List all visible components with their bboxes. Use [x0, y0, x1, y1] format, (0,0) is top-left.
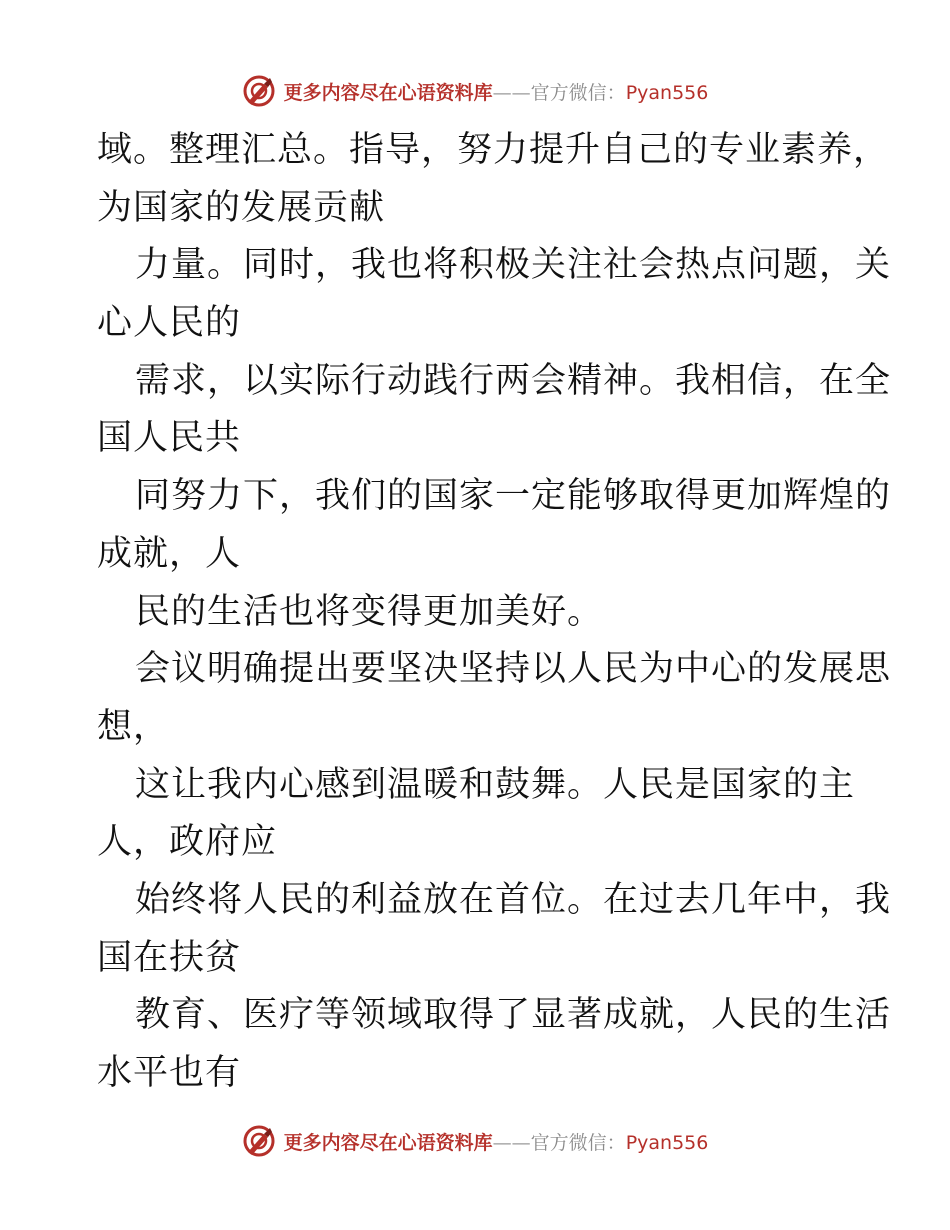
body-line: 水平也有: [97, 1053, 242, 1093]
body-line: 始终将人民的利益放在首位。在过去几年中，我: [135, 879, 892, 920]
body-line: 教育、医疗等领域取得了显著成就，人民的生活: [135, 995, 892, 1036]
footer-wechat-label: 官方微信：: [530, 1131, 626, 1154]
body-line: 同努力下，我们的国家一定能够取得更加辉煌的: [135, 476, 892, 517]
body-line: 国在扶贫: [97, 937, 242, 978]
body-line: 成就，人: [97, 533, 242, 574]
body-line: 需求，以实际行动践行两会精神。我相信，在全: [135, 360, 892, 401]
header-brand: 更多内容尽在心语资料库: [283, 81, 493, 104]
body-line: 国人民共: [97, 418, 242, 459]
footer-banner: [0, 1121, 950, 1161]
header-separator: ——: [492, 81, 531, 104]
header-wechat-id: Pyan556: [625, 81, 709, 104]
body-line: 心人民的: [97, 303, 242, 344]
footer-separator: ——: [492, 1131, 531, 1154]
body-line: 想，: [97, 706, 170, 747]
footer-wechat-id: Pyan556: [625, 1131, 709, 1154]
body-line: 这让我内心感到温暖和鼓舞。人民是国家的主: [135, 764, 856, 805]
document-body: [97, 122, 892, 1103]
header-wechat-label: 官方微信：: [530, 81, 626, 104]
body-line: 会议明确提出要坚决坚持以人民为中心的发展思: [135, 649, 892, 690]
body-line: 力量。同时，我也将积极关注社会热点问题，关: [135, 245, 892, 286]
brand-logo-icon: [242, 1124, 276, 1158]
brand-logo-icon: [242, 74, 276, 108]
footer-brand: 更多内容尽在心语资料库: [283, 1131, 493, 1154]
header-brand-text: [284, 78, 709, 105]
body-line: 人，政府应: [97, 822, 278, 863]
header-banner: [0, 71, 950, 111]
body-line: 民的生活也将变得更加美好。: [135, 591, 604, 632]
body-line: 域。整理汇总。指导，努力提升自己的专业素养，: [97, 130, 890, 170]
footer-brand-text: [284, 1128, 709, 1155]
body-line: 为国家的发展贡献: [97, 187, 386, 228]
